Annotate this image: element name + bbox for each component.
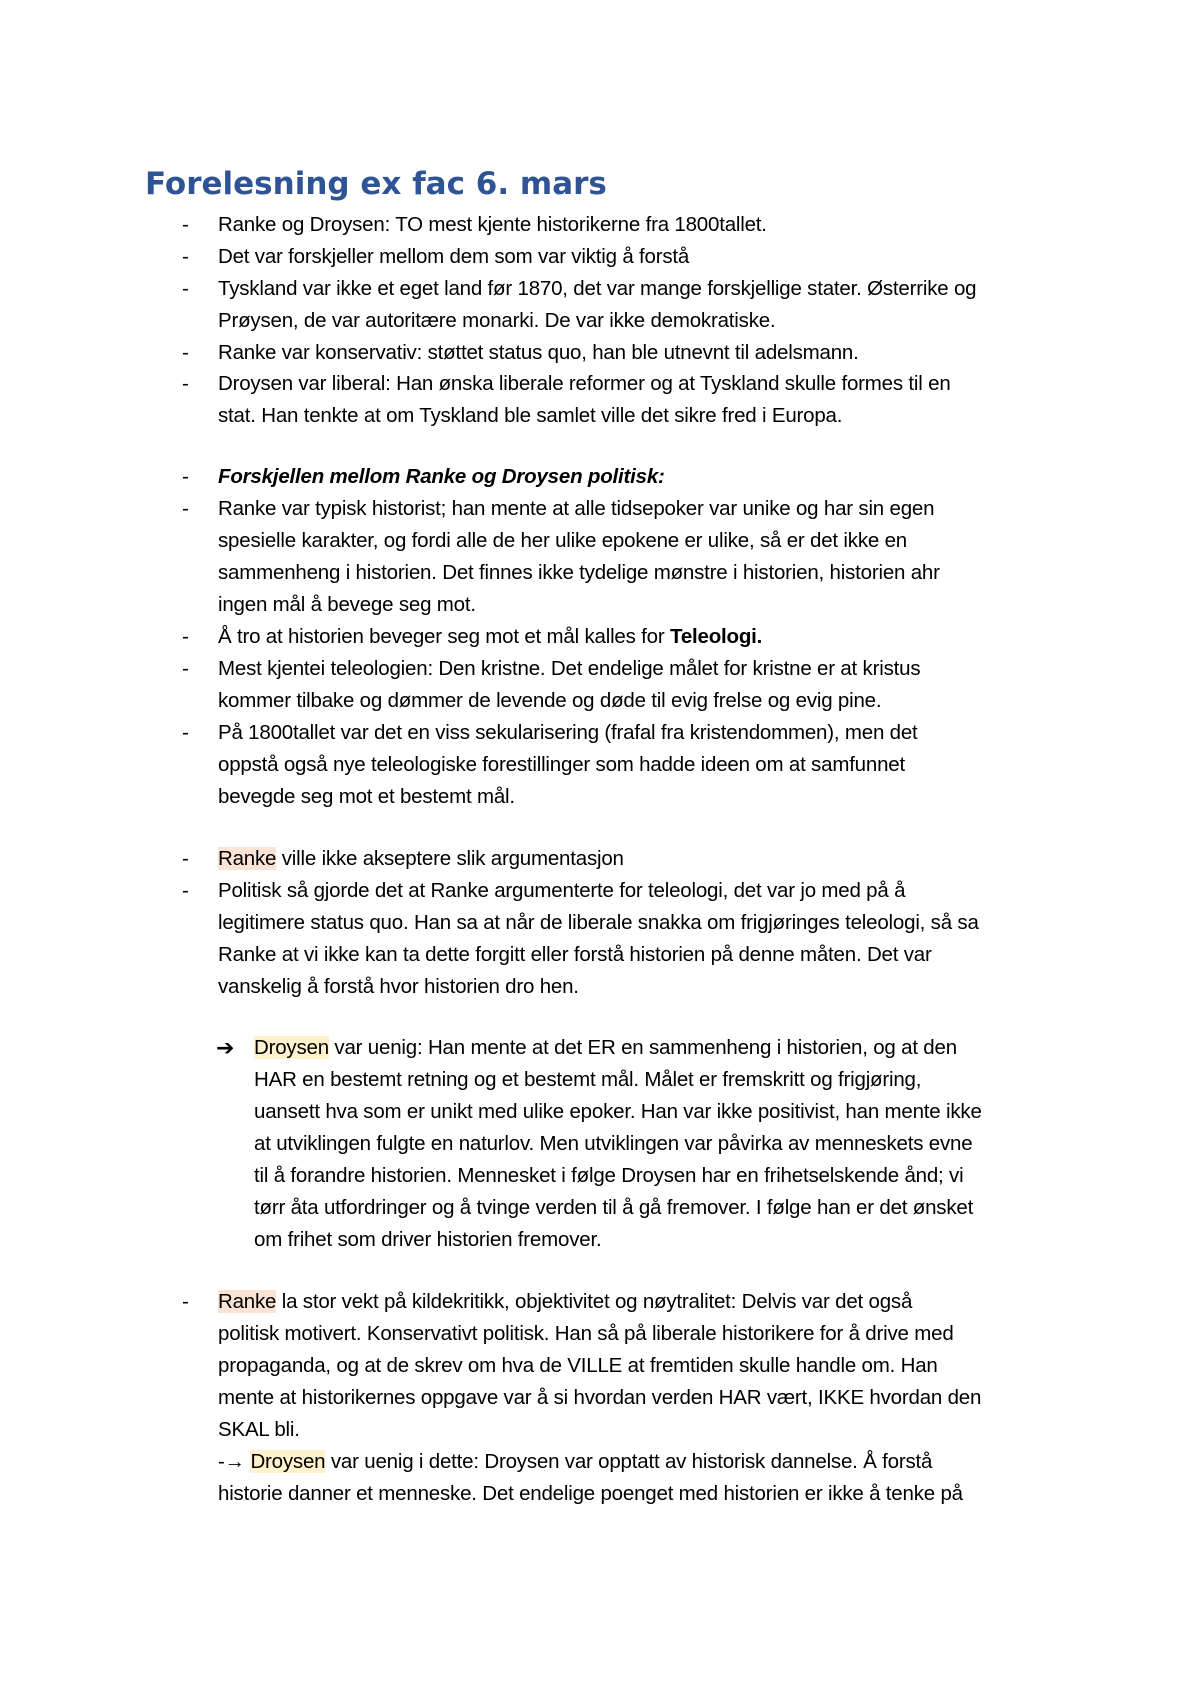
text-line: bevegde seg mot et bestemt mål.: [218, 785, 515, 808]
text-line: Ranke var typisk historist; han mente at alle tidsepoker var unike og har sin egen: [218, 497, 935, 520]
text-line: ingen mål å bevege seg mot.: [218, 593, 476, 616]
text-line: uansett hva som er unikt med ulike epoker. Han var ikke positivist, han mente ikke: [254, 1100, 982, 1123]
arrow-icon: →: [224, 1450, 245, 1473]
text-line: [254, 1032, 957, 1064]
text-line: Mest kjentei teleologien: Den kristne. Det endelige målet for kristne er at kristus: [218, 657, 921, 680]
text-line: stat. Han tenkte at om Tyskland ble samlet ville det sikre fred i Europa.: [218, 404, 843, 427]
bullet-dash: -: [182, 721, 189, 744]
bullet-dash: -: [182, 625, 189, 648]
text-line: Det var forskjeller mellom dem som var viktig å forstå: [218, 245, 690, 268]
arrow-bullet-icon: ➔: [216, 1035, 235, 1060]
bullet-dash: -: [182, 277, 189, 300]
text-line: Droysen var liberal: Han ønska liberale reformer og at Tyskland skulle formes til en: [218, 372, 951, 395]
text-run: ville ikke akseptere slik argumentasjon: [276, 847, 624, 870]
text-line: Ranke var konservativ: støttet status quo, han ble utnevnt til adelsmann.: [218, 341, 859, 364]
text-run: Å tro at historien beveger seg mot et mål kalles for: [218, 625, 671, 648]
text-line: Prøysen, de var autoritære monarki. De var ikke demokratiske.: [218, 309, 776, 332]
text-line: tørr åta utfordringer og å tvinge verden til å gå fremover. I følge han er det ønsket: [254, 1196, 974, 1219]
text-line: kommer tilbake og dømmer de levende og døde til evig frelse og evig pine.: [218, 689, 882, 712]
text-line: Ranke at vi ikke kan ta dette forgitt eller forstå historien på denne måten. Det var: [218, 943, 932, 966]
text-line: Ranke og Droysen: TO mest kjente historikerne fra 1800tallet.: [218, 213, 767, 236]
bullet-dash: -: [182, 497, 189, 520]
text-line: om frihet som driver historien fremover.: [254, 1228, 602, 1251]
text-line: [218, 621, 762, 653]
highlight-ranke: Ranke: [218, 1290, 277, 1313]
text-line: HAR en bestemt retning og et bestemt mål. Målet er fremskritt og frigjøring,: [254, 1068, 922, 1091]
highlight-ranke: Ranke: [218, 847, 277, 870]
text-line: historie danner et menneske. Det endelige poenget med historien er ikke å tenke på: [218, 1482, 963, 1505]
text-line: [218, 1446, 932, 1478]
text-line: mente at historikernes oppgave var å si hvordan verden HAR vært, IKKE hvordan den: [218, 1386, 982, 1409]
text-line: [218, 1286, 912, 1318]
section-heading: Forskjellen mellom Ranke og Droysen politisk:: [218, 465, 665, 488]
text-line: at utviklingen fulgte en naturlov. Men utviklingen var påvirka av menneskets evne: [254, 1132, 973, 1155]
highlight-droysen: Droysen: [250, 1450, 326, 1473]
text-line: oppstå også nye teleologiske forestillinger som hadde ideen om at samfunnet: [218, 753, 905, 776]
bullet-dash: -: [182, 847, 189, 870]
text-line: til å forandre historien. Mennesket i følge Droysen har en frihetselskende ånd; vi: [254, 1164, 964, 1187]
bold-term: Teleologi.: [670, 625, 763, 648]
page-title: Forelesning ex fac 6. mars: [145, 166, 607, 202]
text-line: Politisk så gjorde det at Ranke argumenterte for teleologi, det var jo med på å: [218, 879, 906, 902]
text-line: På 1800tallet var det en viss sekularisering (frafal fra kristendommen), men det: [218, 721, 918, 744]
bullet-dash: -: [182, 1290, 189, 1313]
text-line: Tyskland var ikke et eget land før 1870, det var mange forskjellige stater. Østerrike og: [218, 277, 977, 300]
text-run: var uenig: Han mente at det ER en sammenheng i historien, og at den: [328, 1036, 957, 1059]
bullet-dash: -: [182, 372, 189, 395]
bullet-dash: -: [182, 879, 189, 902]
text-line: sammenheng i historien. Det finnes ikke tydelige mønstre i historien, historien ahr: [218, 561, 940, 584]
bullet-dash: -: [182, 341, 189, 364]
text-line: politisk motivert. Konservativt politisk. Han så på liberale historikere for å drive med: [218, 1322, 954, 1345]
text-line: legitimere status quo. Han sa at når de liberale snakka om frigjøringes teleologi, så sa: [218, 911, 979, 934]
text-run: la stor vekt på kildekritikk, objektivitet og nøytralitet: Delvis var det også: [276, 1290, 913, 1313]
bullet-dash: -: [182, 465, 189, 488]
text-line: [218, 843, 624, 875]
text-line: SKAL bli.: [218, 1418, 300, 1441]
highlight-droysen: Droysen: [254, 1036, 329, 1059]
bullet-dash: -: [182, 213, 189, 236]
text-line: vanskelig å forstå hvor historien dro hen.: [218, 975, 579, 998]
text-run: -: [218, 1450, 225, 1473]
text-line: propaganda, og at de skrev om hva de VILLE at fremtiden skulle handle om. Han: [218, 1354, 938, 1377]
text-run: var uenig i dette: Droysen var opptatt av historisk dannelse. Å forstå: [325, 1450, 933, 1473]
bullet-dash: -: [182, 657, 189, 680]
bullet-dash: -: [182, 245, 189, 268]
text-line: spesielle karakter, og fordi alle de her ulike epokene er ulike, så er det ikke en: [218, 529, 907, 552]
